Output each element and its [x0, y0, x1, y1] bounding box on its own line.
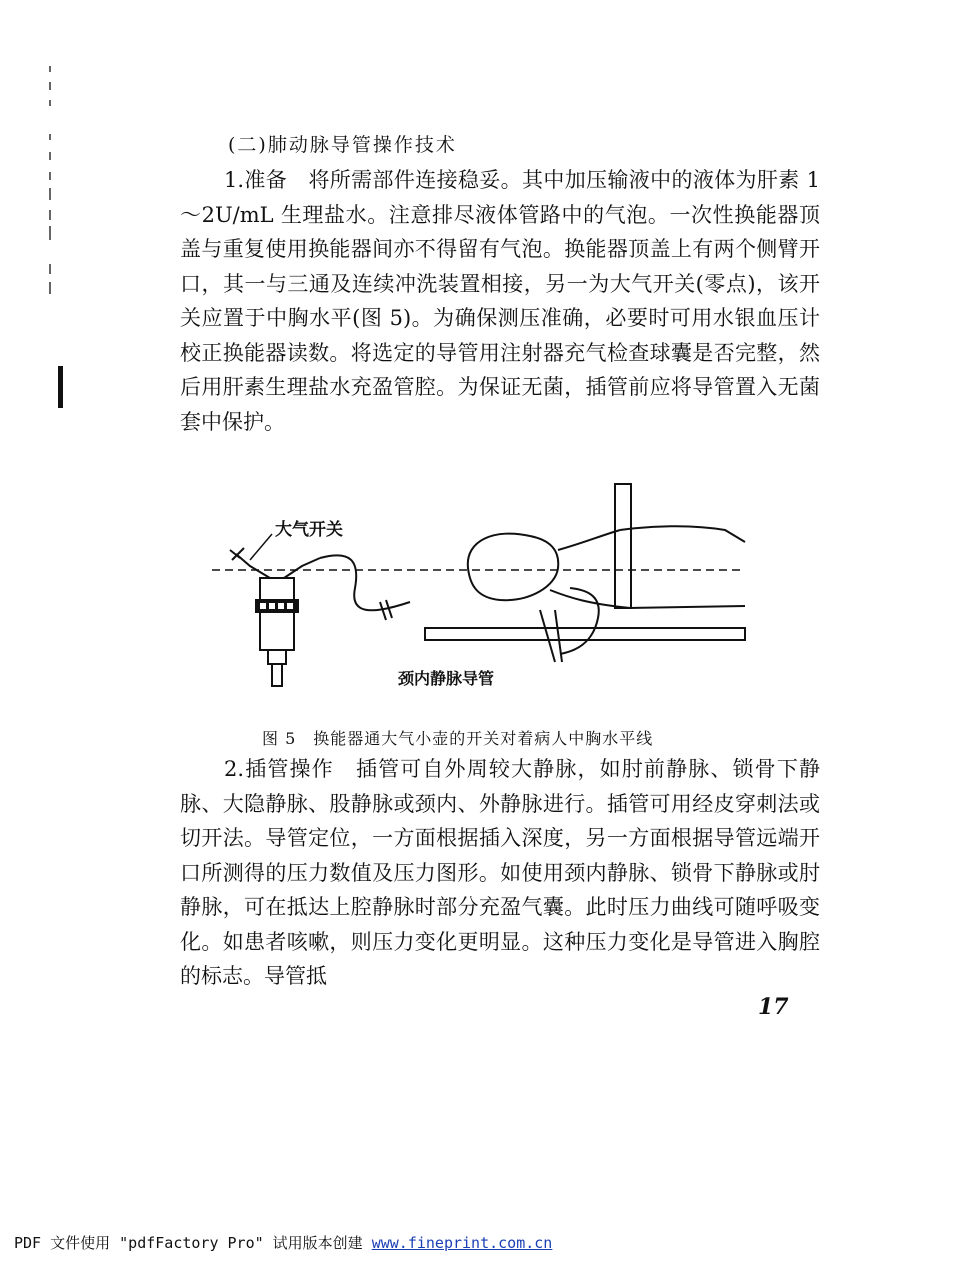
figure-label-jugular-catheter: 颈内静脉导管 — [398, 669, 495, 688]
pdf-footer — [14, 1232, 552, 1253]
footer-link[interactable]: www.fineprint.com.cn — [371, 1234, 553, 1252]
figure-transducer-diagram — [210, 478, 770, 698]
figure-label-air-switch: 大气开关 — [275, 520, 343, 540]
scan-margin-marks — [36, 60, 66, 420]
paragraph-insertion: 2.插管操作 插管可自外周较大静脉，如肘前静脉、锁骨下静脉、大隐静脉、股静脉或颈内、外静脉进行。插管可用经皮穿刺法或切开法。导管定位，一方面根据插入深度，另一方面根据导管远端开口所测得的压力数值及压力图形。如使用颈内静脉、锁骨下静脉或肘静脉，可在抵达上腔静脉时部分充盈气囊。此时压力曲线可随呼吸变化。如患者咳嗽，则压力变化更明显。这种压力变化是导管进入胸腔的标志。导管抵 — [180, 757, 820, 988]
page-number: 17 — [758, 994, 789, 1020]
section-heading: (二)肺动脉导管操作技术 — [228, 134, 457, 156]
paragraph-preparation: 1.准备 将所需部件连接稳妥。其中加压输液中的液体为肝素 1～2U/mL 生理盐水。注意排尽液体管路中的气泡。一次性换能器顶盖与重复使用换能器间亦不得留有气泡。换能器顶盖上有两个侧臂开口，其一与三通及连续冲洗装置相接，另一为大气开关(零点)，该开关应置于中胸水平(图 5)。为确保测压准确，必要时可用水银血压计校正换能器读数。将选定的导管用注射器充气检查球囊是否完整，然后用肝素生理盐水充盈管腔。为保证无菌，插管前应将导管置入无菌套中保护。 — [180, 168, 820, 434]
footer-text: PDF 文件使用 "pdfFactory Pro" 试用版本创建 — [14, 1234, 372, 1252]
figure-caption: 图 5 换能器通大气小壶的开关对着病人中胸水平线 — [262, 729, 654, 748]
